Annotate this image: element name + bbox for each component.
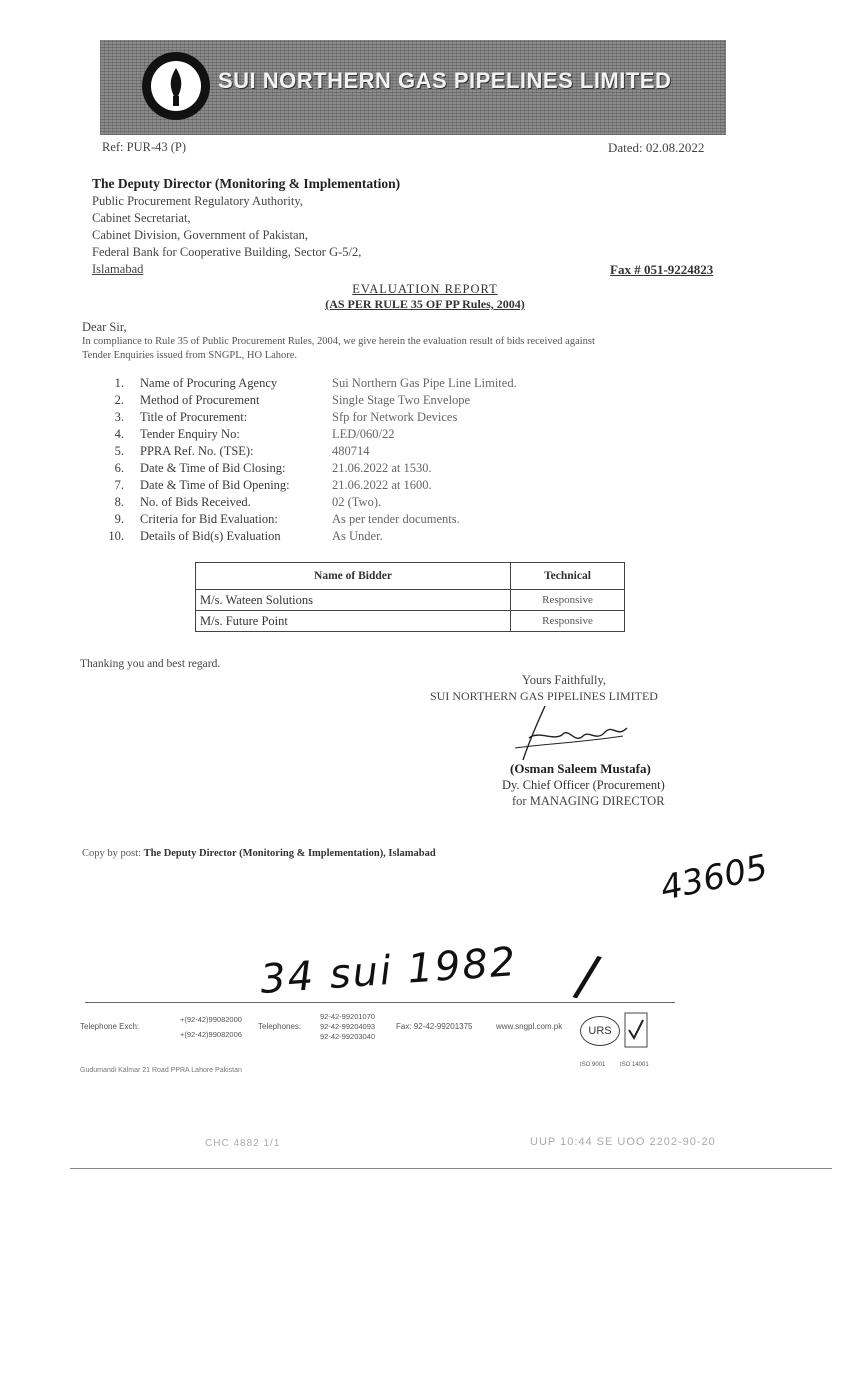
detail-label: Title of Procurement: <box>140 410 248 424</box>
detail-number: 3. <box>114 410 124 424</box>
detail-row <box>100 478 580 495</box>
copy-prefix: Copy by post: <box>82 848 141 859</box>
addressee-line: Cabinet Secretariat, <box>92 211 191 225</box>
footer-telephone: 92-42-99201070 <box>320 1012 376 1021</box>
letterhead-banner <box>100 40 726 135</box>
intro-paragraph: Tender Enquiries issued from SNGPL, HO Lahore. <box>82 350 298 361</box>
reference-number: Ref: PUR-43 (P) <box>102 140 187 154</box>
salutation: Dear Sir, <box>82 320 127 334</box>
report-title: EVALUATION REPORT <box>352 282 498 296</box>
detail-label: Date & Time of Bid Closing: <box>140 461 286 475</box>
fax-number: Fax # 051-9224823 <box>610 262 714 277</box>
signature-icon <box>505 698 635 766</box>
letter-date: Dated: 02.08.2022 <box>608 140 705 155</box>
bidder-name: M/s. Wateen Solutions <box>196 590 511 611</box>
copy-recipient: The Deputy Director (Monitoring & Implementation), Islamabad <box>143 848 436 859</box>
bidder-table <box>195 562 625 632</box>
detail-row <box>100 427 580 444</box>
handwritten-mark: / <box>570 942 605 1011</box>
detail-value: Sfp for Network Devices <box>332 410 458 424</box>
detail-number: 8. <box>114 495 124 509</box>
footer-telephone: 92-42-99204093 <box>320 1022 376 1031</box>
detail-value: Single Stage Two Envelope <box>332 393 471 407</box>
detail-number: 5. <box>114 444 124 458</box>
urs-certification-icon <box>580 1016 620 1046</box>
detail-number: 10. <box>108 529 124 543</box>
footer-telephones-label: Telephones: <box>258 1022 302 1031</box>
signatory-designation: Dy. Chief Officer (Procurement) <box>502 778 665 792</box>
detail-label: Tender Enquiry No: <box>140 427 240 441</box>
table-row <box>196 590 625 611</box>
detail-row <box>100 529 580 546</box>
company-name: SUI NORTHERN GAS PIPELINES LIMITED <box>218 68 672 93</box>
cert-label: ISO 14001 <box>620 1062 649 1068</box>
footer-address: Gudumandi Kalmar 21 Road PPRA Lahore Pakistan <box>80 1067 242 1074</box>
column-header-bidder: Name of Bidder <box>196 563 511 590</box>
copy-line <box>82 848 436 859</box>
fax-stamp-right: UUP 10:44 SE UOO 2202-90-20 <box>530 1136 716 1148</box>
detail-row <box>100 393 580 410</box>
handwritten-number: 43605 <box>657 847 772 909</box>
page-bottom-rule <box>70 1168 832 1169</box>
detail-number: 7. <box>114 478 124 492</box>
footer-divider <box>85 1002 675 1003</box>
footer-exch-number: +(92-42)99082000 <box>180 1015 242 1024</box>
addressee-city: Islamabad <box>92 262 144 276</box>
report-subtitle: (AS PER RULE 35 OF PP Rules, 2004) <box>325 297 525 311</box>
company-logo-icon <box>140 50 212 122</box>
handwritten-note: 34 sui 1982 <box>258 939 519 1003</box>
table-header-row <box>196 563 625 590</box>
technical-status: Responsive <box>511 590 625 611</box>
detail-label: Method of Procurement <box>140 393 260 407</box>
checkmark-cert-icon <box>624 1012 648 1048</box>
detail-label: PPRA Ref. No. (TSE): <box>140 444 254 458</box>
detail-value: 21.06.2022 at 1530. <box>332 461 432 475</box>
fax-stamp-left: CHC 4882 1/1 <box>205 1138 281 1149</box>
cert-label: ISO 9001 <box>580 1062 606 1068</box>
detail-value: As Under. <box>332 529 383 543</box>
intro-paragraph: In compliance to Rule 35 of Public Procurement Rules, 2004, we give herein the evaluation result of bids received against <box>82 336 595 347</box>
detail-label: Name of Procuring Agency <box>140 376 278 390</box>
detail-number: 2. <box>114 393 124 407</box>
detail-label: No. of Bids Received. <box>140 495 251 509</box>
footer-exch-label: Telephone Exch: <box>80 1022 140 1031</box>
detail-row <box>100 376 580 393</box>
detail-number: 4. <box>114 427 124 441</box>
detail-value: Sui Northern Gas Pipe Line Limited. <box>332 376 517 390</box>
footer-fax: Fax: 92-42-99201375 <box>396 1022 473 1031</box>
detail-row <box>100 410 580 427</box>
closing-yours: Yours Faithfully, <box>522 673 607 687</box>
detail-row <box>100 461 580 478</box>
addressee-line: Public Procurement Regulatory Authority, <box>92 194 303 208</box>
detail-row <box>100 444 580 461</box>
detail-row <box>100 495 580 512</box>
addressee-line: Federal Bank for Cooperative Building, Sector G-5/2, <box>92 245 362 259</box>
table-row <box>196 611 625 632</box>
footer-exch-number: +(92-42)99082006 <box>180 1030 242 1039</box>
cert-text: URS <box>588 1025 612 1037</box>
detail-number: 6. <box>114 461 124 475</box>
signatory-for: for MANAGING DIRECTOR <box>512 794 665 808</box>
detail-value: 21.06.2022 at 1600. <box>332 478 432 492</box>
bidder-name: M/s. Future Point <box>196 611 511 632</box>
footer-website[interactable]: www.sngpl.com.pk <box>496 1022 563 1031</box>
footer-telephone: 92-42-99203040 <box>320 1032 376 1041</box>
detail-label: Details of Bid(s) Evaluation <box>140 529 281 543</box>
detail-value: LED/060/22 <box>332 427 395 441</box>
addressee-title: The Deputy Director (Monitoring & Implementation) <box>92 176 401 191</box>
column-header-technical: Technical <box>511 563 625 590</box>
signatory-name: (Osman Saleem Mustafa) <box>510 761 651 776</box>
detail-number: 9. <box>114 512 124 526</box>
detail-label: Criteria for Bid Evaluation: <box>140 512 278 526</box>
detail-number: 1. <box>114 376 124 390</box>
technical-status: Responsive <box>511 611 625 632</box>
detail-value: 02 (Two). <box>332 495 382 509</box>
closing-thanks: Thanking you and best regard. <box>80 658 221 670</box>
addressee-line: Cabinet Division, Government of Pakistan, <box>92 228 308 242</box>
detail-label: Date & Time of Bid Opening: <box>140 478 290 492</box>
detail-value: 480714 <box>332 444 370 458</box>
closing-company: SUI NORTHERN GAS PIPELINES LIMITED <box>430 689 658 703</box>
detail-row <box>100 512 580 529</box>
detail-value: As per tender documents. <box>332 512 460 526</box>
